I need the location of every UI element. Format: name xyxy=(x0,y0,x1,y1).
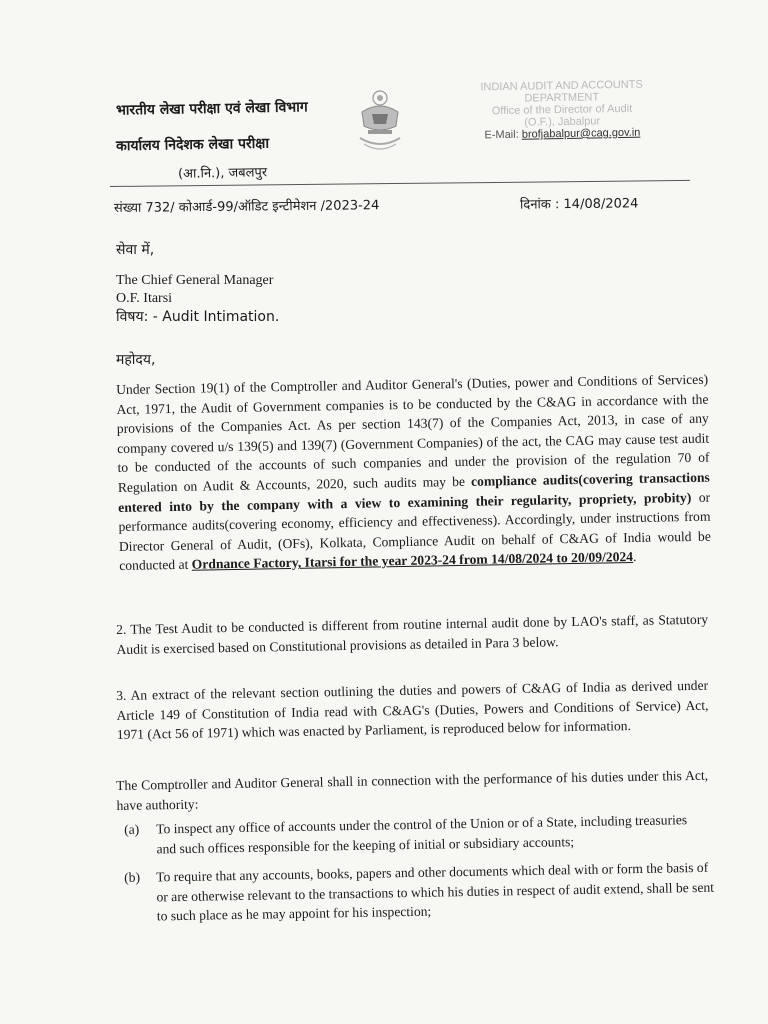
hindi-office-name: कार्यालय निदेशक लेखा परीक्षा xyxy=(115,135,270,155)
paragraph-1-text-b: or performance audits(covering economy, efficiency and effectiveness). Accordingly, under instructions from Director General of Audit, (OFs), Kolkata, Compliance Audit on behalf of C&AG of India would be conducted at xyxy=(118,489,711,574)
salutation-to: सेवा में, xyxy=(116,242,155,258)
paragraph-1 xyxy=(116,370,711,576)
list-item-a xyxy=(124,810,709,859)
greeting: महोदय, xyxy=(116,352,156,368)
hindi-office-city: (आ.नि.), जबलपुर xyxy=(177,165,268,182)
paragraph-2: 2. The Test Audit to be conducted is different from routine internal audit done by LAO's staff, as Statutory Audit is exercised based on Constitutional provisions as detailed in Para 3 below. xyxy=(116,611,709,657)
list-item-a-text: To inspect any office of accounts under the control of the Union or of a State, including treasuries and such offices responsible for the keeping of initial or subsidiary accounts; xyxy=(156,812,688,857)
paragraph-1-bold-compliance: compliance audits(covering transactions entered into by the company with a view to examining their regularity, propriety, probity) xyxy=(118,469,710,515)
english-letterhead xyxy=(461,78,662,141)
english-office-city: (O.F.), Jabalpur xyxy=(524,115,601,129)
letter-date: दिनांक : 14/08/2024 xyxy=(519,196,639,213)
english-department-name: INDIAN AUDIT AND ACCOUNTS DEPARTMENT xyxy=(480,78,643,105)
hindi-department-name: भारतीय लेखा परीक्षा एवं लेखा विभाग xyxy=(115,99,308,119)
addressee-line-1: The Chief General Manager xyxy=(116,273,274,288)
national-emblem-icon xyxy=(352,86,408,158)
email-line xyxy=(462,126,662,141)
list-item-a-label: (a) xyxy=(124,821,140,837)
paragraph-1-text-a: Under Section 19(1) of the Comptroller and Auditor General's (Duties, power and Conditions of Services) Act, 1971, the Audit of Government companies is to be conducted by the C&AG in accordance with the provisions of the Companies Act. As per section 143(7) of the Companies Act, 2013, in case of any company covered u/s 139(5) and 139(7) (Government Companies) of the act, the CAG may cause test audit to be conducted of the accounts of such companies and under the provision of the regulation 70 of Regulation on Audit & Accounts, 2020, such audits may be xyxy=(116,371,710,495)
paragraph-3: 3. An extract of the relevant section outlining the duties and powers of C&AG of India as derived under Article 149 of Constitution of India read with C&AG's (Duties, Powers and Conditions of Service) Act, 1971 (Act 56 of 1971) which was enacted by Parliament, is reproduced below for information. xyxy=(116,677,709,743)
reference-number: संख्या 732/ कोआर्ड-99/ऑडिट इन्टीमेशन /2023-24 xyxy=(113,198,380,216)
paragraph-1-text-c: . xyxy=(632,549,637,565)
addressee-line-2: O.F. Itarsi xyxy=(116,291,173,306)
english-office-name: Office of the Director of Audit xyxy=(491,102,633,118)
addressee-block xyxy=(116,272,279,326)
email-label: E-Mail: xyxy=(484,128,519,142)
paragraph-4: The Comptroller and Auditor General shall in connection with the performance of his duties under this Act, have authority: xyxy=(116,767,709,813)
list-item-b xyxy=(124,858,715,927)
list-item-b-label: (b) xyxy=(124,869,141,885)
email-link[interactable]: brofjabalpur@cag.gov.in xyxy=(521,126,641,141)
list-item-b-text: To require that any accounts, books, papers and other documents which deal with or form the basis of or are otherwise relevant to the transactions to which his duties in respect of audit extend, shall be sent to such place as he may appoint for his inspection; xyxy=(156,859,715,924)
paragraph-1-bold-location-dates: Ordnance Factory, Itarsi for the year 2023-24 from 14/08/2024 to 20/09/2024 xyxy=(191,549,634,573)
subject-line: विषय: - Audit Intimation. xyxy=(116,309,280,325)
